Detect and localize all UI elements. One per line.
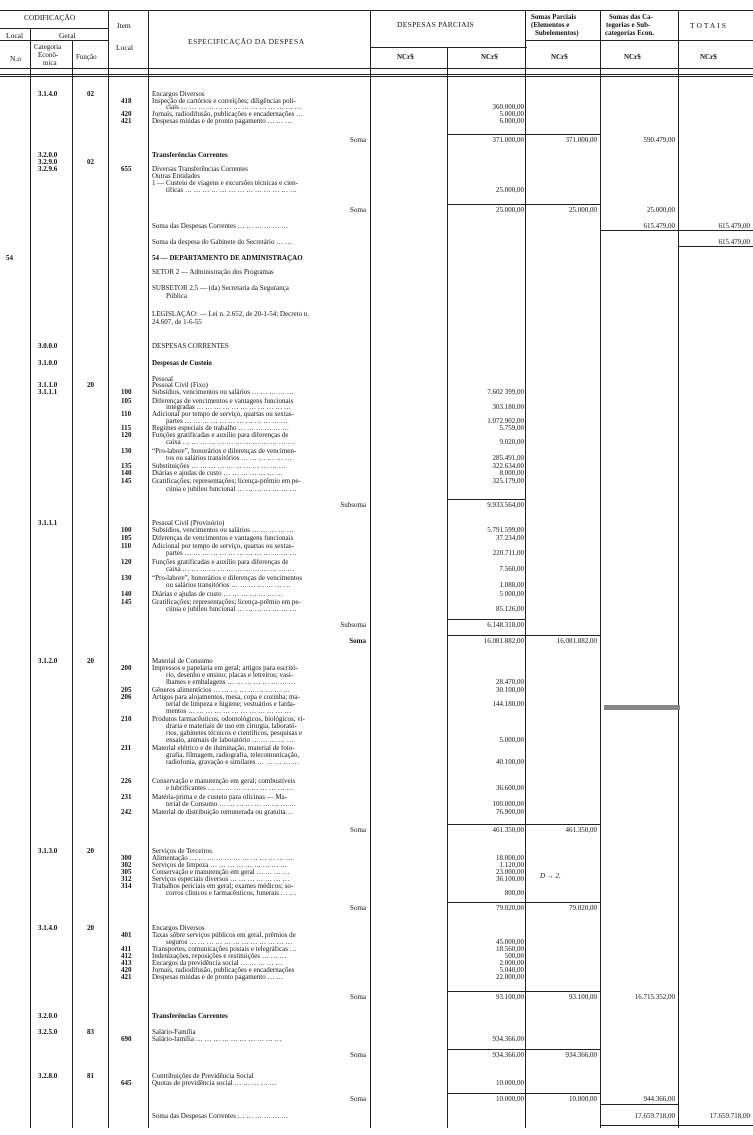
row-description: Pessoal Civil (Fixo) (152, 382, 209, 389)
row-item-code: 210 (121, 715, 132, 723)
value-despesa-parcial: 23.000,00 (496, 868, 524, 876)
total-rule (679, 246, 753, 247)
row-description: partes … … … … … … … … … … … … … (166, 550, 297, 557)
row-soma-label: Soma (350, 993, 366, 1001)
somas-parciais-header-1: Somas Parciais (531, 13, 577, 21)
row-category-code: 3.1.4.0 (38, 90, 58, 98)
row-description: Gratificações; representações; licença-prêmio em pe- (152, 599, 301, 606)
value-soma-categoria: 944.366,00 (643, 1095, 675, 1103)
row-item-code: 140 (121, 469, 132, 477)
value-soma-parcial: 461.350,00 (565, 826, 597, 834)
col-rule-item (148, 10, 149, 1128)
value-despesa-parcial: 6.000,00 (499, 117, 524, 125)
row-description: e lubrificantes … … … … … … … … … … (166, 785, 294, 792)
col-rule-especificacao (370, 10, 371, 1128)
row-description: Outras Entidades (152, 173, 201, 180)
row-description: Diárias e ajudas de custo … … … … … … … (152, 470, 283, 477)
row-description: Adicional por tempo de serviço, quartas ou sextas- (152, 411, 294, 418)
soma-rule-parcial (448, 635, 525, 636)
row-description: ensaio, animais de laboratório … … … … … (166, 737, 294, 744)
row-item-code: 411 (121, 945, 132, 953)
row-description: ciais … … … … … … … … … … … … … … (166, 104, 302, 111)
somas-header-rule (525, 40, 753, 41)
row-description: Encargos Diversos (152, 925, 205, 932)
soma-rule-parcial (448, 204, 525, 205)
soma-rule-somas-parciais (526, 134, 600, 135)
row-item-code: 226 (121, 777, 132, 785)
row-description: 1 — Custeio de viagens e excursões técnicas e cien- (152, 180, 298, 187)
value-despesa-parcial: 76.900,00 (496, 808, 524, 816)
row-item-code: 314 (121, 882, 132, 890)
value-soma-parcial: 16.081.882,00 (556, 637, 597, 645)
row-description: Soma da despesa do Gabinete do Secretário … … (152, 239, 292, 246)
row-description: Transferências Correntes (152, 152, 228, 159)
row-soma-label: Subsoma (340, 621, 366, 629)
header-bottom-rule (0, 68, 753, 69)
row-description: Jornais, radiodifusão, publicações e encadernações … (152, 111, 304, 118)
value-despesa-parcial: 10.000,00 (496, 1095, 524, 1103)
row-description: cúnia e jubileu funcional … … … … … … … (166, 486, 297, 493)
value-despesa-parcial: 322.634,00 (492, 462, 524, 470)
value-despesa-parcial: 36.100,00 (496, 875, 524, 883)
row-category-code: 3.1.1.1 (38, 519, 58, 527)
total-rule (679, 1125, 753, 1126)
row-description: corros clínicos e farmacêuticos, funerais … … (166, 890, 297, 897)
row-description: Material de Consumo (152, 658, 213, 665)
value-soma-categoria: 615.479,00 (643, 222, 675, 230)
value-despesa-parcial: 45.000,00 (496, 938, 524, 946)
value-despesa-parcial: 79.020,00 (496, 904, 524, 912)
row-description: Encargos Diversos (152, 91, 205, 98)
value-despesa-parcial: 5.040,00 (499, 966, 524, 974)
row-description: Subsídios, vencimentos ou salários … … … … … (152, 527, 294, 534)
row-category-code: 3.1.2.0 (38, 657, 58, 665)
row-soma-label: Soma (350, 1051, 366, 1059)
row-description: 24.607, de 1-6-55 (152, 319, 202, 326)
value-despesa-parcial: 37.234,00 (496, 534, 524, 542)
soma-rule-somas-parciais (526, 635, 600, 636)
currency-col-1: NCr$ (397, 53, 414, 61)
value-despesa-parcial: 303.180,00 (492, 403, 524, 411)
value-despesa-parcial: 7.560,00 (499, 565, 524, 573)
value-despesa-parcial: 1.120,00 (499, 861, 524, 869)
value-despesa-parcial: 5.000,00 (499, 110, 524, 118)
row-function-code: 20 (87, 381, 94, 389)
col-rule-categoria (72, 40, 73, 1128)
row-category-code: 3.2.0.0 (38, 1012, 58, 1020)
row-description: Serviços especiais diversos … … … … … … … (152, 876, 290, 883)
row-item-code: 100 (121, 526, 132, 534)
row-description: SUBSETOR 2.5 — (da) Secretaria da Segurança (152, 285, 289, 292)
soma-rule-somas-parciais (526, 902, 600, 903)
row-function-code: 20 (87, 657, 94, 665)
item-header: Item (117, 21, 131, 30)
row-description: Indenizações, reposições e restituições … … … (152, 953, 287, 960)
value-despesa-parcial: 360.000,00 (492, 103, 524, 111)
soma-rule-parcial (448, 902, 525, 903)
somas-categorias-header-1: Somas das Ca- (609, 13, 653, 21)
header-double-rule (0, 74, 753, 77)
row-item-code: 130 (121, 447, 132, 455)
row-soma-label: Soma (350, 826, 366, 834)
row-item-code: 421 (121, 973, 132, 981)
total-rule (679, 230, 753, 231)
geral-header: Geral (59, 31, 76, 40)
row-soma-label: Soma (349, 637, 366, 645)
row-category-code: 3.1.3.0 (38, 847, 58, 855)
col-rule-somas-parciais (525, 10, 526, 1128)
soma-rule-parcial (448, 824, 525, 825)
row-description: Serviços de limpeza … … … … … … … … … (152, 862, 288, 869)
row-item-code: 200 (121, 664, 132, 672)
row-description: Gratificações; representações; licença-prêmio em pe- (152, 478, 301, 485)
codificacao-rule (0, 28, 108, 29)
row-item-code: 115 (121, 424, 132, 432)
row-item-code: 401 (121, 931, 132, 939)
row-description: radiofonia, gravação e similares … … … … … (166, 759, 300, 766)
row-soma-label: Soma (350, 136, 366, 144)
row-category-code: 3.1.4.0 (38, 924, 58, 932)
value-soma-parcial: 93.100,00 (569, 993, 597, 1001)
row-description: Adicional por tempo de serviço, quartas ou sextas- (152, 543, 294, 550)
value-despesa-parcial: 25.000,00 (496, 186, 524, 194)
row-description: Produtos farmacêuticos, odontológicos, biológicos, vi- (152, 716, 306, 723)
value-despesa-parcial: 5 000,00 (499, 590, 524, 598)
value-soma-categoria: 590.479,00 (643, 136, 675, 144)
row-item-code: 420 (121, 110, 132, 118)
scan-smudge-mark (604, 705, 680, 710)
categoria-header-2: Econô- (38, 51, 59, 59)
row-description: Gêneros alimentícios … … … … … … … … … (152, 687, 291, 694)
row-description: draria e materiais de uso em cirurgia, laborató- (166, 723, 297, 730)
row-item-code: 412 (121, 952, 132, 960)
col-rule-local (30, 28, 31, 1128)
row-item-code: 130 (121, 574, 132, 582)
row-description: Pública (166, 293, 187, 300)
total-rule (601, 230, 678, 231)
col-rule-somas-categorias (600, 10, 601, 1128)
row-description: lhames e embalagens … … … … … … … … (166, 679, 296, 686)
despesas-header-rule (370, 47, 527, 48)
value-despesa-parcial: 1.072.902,00 (487, 417, 524, 425)
value-despesa-parcial: 22.000,00 (496, 973, 524, 981)
row-description: caixa … … … … … … … … … … … … … (166, 439, 295, 446)
row-item-code: 100 (121, 388, 132, 396)
row-item-code: 110 (121, 410, 132, 418)
row-item-code: 413 (121, 959, 132, 967)
row-description: cúnia e jubileu funcional … … … … … … … (166, 606, 297, 613)
row-description: Impressos e papelaria em geral; artigos para escritó- (152, 665, 298, 672)
row-description: Material de distribuição remunerada ou gratuita… (152, 809, 293, 816)
value-despesa-parcial: 7.602 399,00 (487, 388, 524, 396)
row-item-code: 302 (121, 861, 132, 869)
value-despesa-parcial: 16.081.882,00 (483, 637, 524, 645)
value-despesa-parcial: 85.126,00 (496, 605, 524, 613)
value-despesa-parcial: 934.366,00 (492, 1035, 524, 1043)
row-description: Matéria-prima e de custeio para oficinas — Ma- (152, 794, 288, 801)
value-despesa-parcial: 18.560,00 (496, 945, 524, 953)
value-despesa-parcial: 461.350,00 (492, 826, 524, 834)
value-despesa-parcial: 5.000,00 (499, 736, 524, 744)
row-description: integradas … … … … … … … … … … … (166, 404, 292, 411)
row-function-code: 20 (87, 847, 94, 855)
row-description: mentos … … … … … … … … … … … … (166, 708, 292, 715)
row-function-code: 02 (87, 90, 94, 98)
funcao-header: Função (76, 53, 97, 61)
total-rule (601, 1104, 678, 1105)
row-item-code: 211 (121, 744, 132, 752)
col-rule-parciais (447, 47, 448, 1128)
currency-col-3: NCr$ (551, 53, 568, 61)
row-description: Diferenças de vencimentos e vantagens funcionais (152, 535, 294, 542)
row-item-code: 645 (121, 1079, 132, 1087)
value-despesa-parcial: 18.000,00 (496, 854, 524, 862)
row-item-code: 140 (121, 590, 132, 598)
somas-parciais-header-2: (Elementos e (531, 21, 570, 29)
row-description: Taxas sôbre serviços públicos em geral, prêmios de (152, 932, 296, 939)
totais-header: TOTAIS (690, 21, 728, 30)
row-description: terial de Consumo … … … … … … … … … (166, 801, 297, 808)
value-despesa-parcial: 9.020,00 (499, 438, 524, 446)
row-description: grafia, filmagem, radiografia, telecomunicação, (166, 752, 300, 759)
no-header: N.o (10, 54, 22, 63)
col-rule-funcao (108, 10, 109, 1128)
row-description: Pessoal (152, 376, 173, 383)
row-description: tos ou salários transitórios … … … … … … (166, 455, 292, 462)
row-category-code: 3.1.1.1 (38, 388, 58, 396)
row-description: Substituições … … … … … … … … … … … (152, 463, 286, 470)
row-category-code: 3.2.0.0 (38, 151, 58, 159)
row-description: Soma das Despesas Correntes … … … … … … (152, 1113, 289, 1120)
margin-handwritten-note: D → 2. (540, 872, 561, 880)
row-category-code: 3.0.0.0 (38, 342, 58, 350)
row-description: rio, desenho e ensino; placas e letreiros; vasi- (166, 672, 294, 679)
row-item-code: 242 (121, 808, 132, 816)
row-item-code: 655 (121, 165, 132, 173)
value-soma-parcial: 10.000,00 (569, 1095, 597, 1103)
row-category-code: 3.2.9.6 (38, 165, 58, 173)
value-despesa-parcial: 1.088,00 (499, 581, 524, 589)
row-description: Inspeção de cartórios e correições; diligências poli- (152, 98, 296, 105)
row-description: Conservação e manutenção em geral … … … … (152, 869, 290, 876)
value-despesa-parcial: 325.179,00 (492, 477, 524, 485)
soma-rule-somas-parciais (526, 1093, 600, 1094)
row-item-code: 105 (121, 397, 132, 405)
despesas-parciais-header: DESPESAS PARCIAIS (397, 20, 475, 29)
row-description: seguros … … … … … … … … … … … … (166, 939, 293, 946)
row-soma-label: Subsoma (340, 501, 366, 509)
soma-rule-somas-parciais (526, 204, 600, 205)
top-rule (0, 10, 753, 11)
subsoma-rule (448, 619, 525, 620)
value-total: 615.479,00 (718, 238, 750, 246)
local-header: Local (6, 31, 24, 40)
currency-col-2: NCr$ (481, 53, 498, 61)
row-item-code: 145 (121, 477, 132, 485)
row-description: partes … … … … … … … … … … … … (166, 418, 288, 425)
value-despesa-parcial: 100.000,00 (492, 800, 524, 808)
value-total: 615.479,00 (718, 222, 750, 230)
currency-col-4: NCr$ (624, 53, 641, 61)
row-description: Soma das Despesas Correntes … … … … … … (152, 223, 289, 230)
row-description: rios, gabinetes técnicos e científicos, pesquisas e (166, 730, 303, 737)
row-description: “Pro-labore”, honorários e diferenças de vencimen- (152, 448, 297, 455)
value-soma-parcial: 934.366,00 (565, 1051, 597, 1059)
row-description: Pessoal Civil (Provisório) (152, 520, 225, 527)
row-item-code: 105 (121, 534, 132, 542)
value-total: 17.659.718,00 (709, 1112, 750, 1120)
value-despesa-parcial: 500,00 (504, 952, 524, 960)
soma-rule-somas-parciais (526, 824, 600, 825)
row-item-code: 145 (121, 598, 132, 606)
row-item-code: 120 (121, 558, 132, 566)
row-description: Contribuições de Previdência Social (152, 1073, 254, 1080)
currency-col-5: NCr$ (700, 53, 717, 61)
row-description: Despesas de Custeio (152, 360, 212, 367)
value-despesa-parcial: 10.000,00 (496, 1079, 524, 1087)
row-item-code: 120 (121, 431, 132, 439)
row-description: Subsídios, vencimentos ou salários … … … … … (152, 389, 294, 396)
row-description: Trabalhos periciais em geral; exames médicos; so- (152, 883, 294, 890)
value-despesa-parcial: 2.000,00 (499, 959, 524, 967)
codificacao-header: CODIFICAÇÃO (24, 13, 76, 22)
row-description: terial de limpeza e higiene; vestuários e farda- (166, 701, 296, 708)
row-description: Despesas miúdas e de pronto pagamento … … (152, 974, 284, 981)
value-despesa-parcial: 285.491,00 (492, 454, 524, 462)
row-category-code: 3.2.8.0 (38, 1072, 58, 1080)
value-soma-categoria: 17.659.718,00 (634, 1112, 675, 1120)
row-function-code: 20 (87, 924, 94, 932)
row-description: SETOR 2 — Administração dos Programas (152, 269, 274, 276)
row-description: Quotas de previdência social … … … … … (152, 1080, 277, 1087)
local-geral-rule (0, 40, 108, 41)
row-soma-label: Soma (350, 206, 366, 214)
row-category-code: 3.2.9.0 (38, 158, 58, 166)
row-description: Funções gratificadas e auxílio para diferenças de (152, 559, 289, 566)
soma-rule-parcial (448, 1049, 525, 1050)
value-soma-parcial: 79.020,00 (569, 904, 597, 912)
row-item-code: 690 (121, 1035, 132, 1043)
row-function-code: 83 (87, 1028, 94, 1036)
row-description: Material elétrico e de iluminação, material de foto- (152, 745, 295, 752)
somas-categorias-header-2: tegorias e Sub- (606, 21, 651, 29)
value-despesa-parcial: 30.100,00 (496, 686, 524, 694)
value-despesa-parcial: 8.000,00 (499, 469, 524, 477)
row-description: caixa … … … … … … … … … … … … … (166, 566, 295, 573)
row-description: Diversas Transferências Correntes (152, 166, 249, 173)
categoria-header-1: Categoria (34, 43, 62, 51)
row-item-code: 231 (121, 793, 132, 801)
especificacao-header: ESPECIFICAÇÃO DA DESPESA (188, 37, 305, 46)
row-description: tíficas … … … … … … … … … … … … … (166, 187, 297, 194)
categoria-header-3: mica (43, 59, 57, 67)
row-description: ou salários transitórios … … … … … … … (166, 582, 291, 589)
row-no: 54 (6, 254, 13, 262)
subsoma-rule (448, 499, 525, 500)
row-description: Jornais, radiodifusão, publicações e encadernações (152, 967, 295, 974)
value-soma-categoria: 16.715.352,00 (634, 993, 675, 1001)
row-description: Encargos da previdência social … … … … … (152, 960, 283, 967)
value-despesa-parcial: 800,00 (504, 889, 524, 897)
value-despesa-parcial: 144.180,00 (492, 700, 524, 708)
row-item-code: 110 (121, 542, 132, 550)
row-item-code: 418 (121, 97, 132, 105)
col-rule-totais (678, 10, 679, 1128)
row-item-code: 205 (121, 686, 132, 694)
row-item-code: 305 (121, 868, 132, 876)
row-description: Artigos para alojamentos, mesa, copa e cozinha; ma- (152, 694, 300, 701)
value-despesa-parcial: 25.000,00 (496, 206, 524, 214)
value-despesa-parcial: 9.933.564,00 (487, 501, 524, 509)
value-despesa-parcial: 40.100,00 (496, 758, 524, 766)
row-description: “Pro-labore”, honorários e diferenças de vencimentos (152, 575, 303, 582)
row-item-code: 135 (121, 462, 132, 470)
value-despesa-parcial: 93.100,00 (496, 993, 524, 1001)
row-description: 54 — DEPARTAMENTO DE ADMINISTRAÇÃO (152, 255, 303, 262)
value-despesa-parcial: 371.000,00 (492, 136, 524, 144)
soma-rule-parcial (448, 1093, 525, 1094)
value-despesa-parcial: 934.366,00 (492, 1051, 524, 1059)
row-description: Diárias e ajudas de custo … … … … … … … (152, 591, 283, 598)
somas-parciais-header-3: Subelementos) (535, 29, 579, 37)
row-item-code: 206 (121, 693, 132, 701)
row-category-code: 3.1.1.0 (38, 381, 58, 389)
row-description: Transferências Correntes (152, 1013, 228, 1020)
somas-categorias-header-3: categorias Econ. (605, 29, 654, 37)
row-description: Salário-família … … … … … … … … … … (152, 1036, 282, 1043)
total-rule (601, 1125, 678, 1126)
item-local-header: Local (116, 43, 134, 52)
soma-rule-somas-parciais (526, 991, 600, 992)
row-description: Salário-Família (152, 1029, 196, 1036)
value-despesa-parcial: 5.791.599,00 (487, 526, 524, 534)
row-description: DESPESAS CORRENTES (152, 343, 229, 350)
value-soma-parcial: 25.000,00 (569, 206, 597, 214)
row-description: Alimentação … … … … … … … … … … … … (152, 855, 293, 862)
row-soma-label: Soma (350, 904, 366, 912)
row-item-code: 420 (121, 966, 132, 974)
value-soma-categoria: 25.000,00 (647, 206, 675, 214)
value-despesa-parcial: 6.148.318,00 (487, 621, 524, 629)
row-description: Diferenças de vencimentos e vantagens funcionais (152, 398, 294, 405)
row-item-code: 300 (121, 854, 132, 862)
row-description: Transportes, comunicações postais e telegráficas … (152, 946, 297, 953)
row-item-code: 312 (121, 875, 132, 883)
soma-rule-parcial (448, 134, 525, 135)
row-description: LEGISLAÇÃO: — Lei n. 2.652, de 20-1-54; Decreto n. (152, 311, 310, 318)
value-despesa-parcial: 220.711,00 (492, 549, 524, 557)
row-category-code: 3.1.0.0 (38, 359, 58, 367)
row-function-code: 02 (87, 158, 94, 166)
row-description: Serviços de Terceiros (152, 848, 213, 855)
row-description: Despesas miúdas e de pronto pagamento … … … (152, 118, 292, 125)
soma-rule-parcial (448, 991, 525, 992)
value-despesa-parcial: 28.470,00 (496, 678, 524, 686)
row-description: Funções gratificadas e auxílio para diferenças de (152, 432, 289, 439)
value-soma-parcial: 371.000,00 (565, 136, 597, 144)
row-description: Regimes especiais de trabalho … … … … … … (152, 425, 290, 432)
row-soma-label: Soma (350, 1095, 366, 1103)
row-item-code: 421 (121, 117, 132, 125)
row-description: Conservação e manutenção em geral; combustíveis (152, 778, 296, 785)
value-despesa-parcial: 36.600,00 (496, 784, 524, 792)
row-function-code: 81 (87, 1072, 94, 1080)
value-despesa-parcial: 5.759,00 (499, 424, 524, 432)
soma-rule-somas-parciais (526, 1049, 600, 1050)
row-category-code: 3.2.5.0 (38, 1028, 58, 1036)
